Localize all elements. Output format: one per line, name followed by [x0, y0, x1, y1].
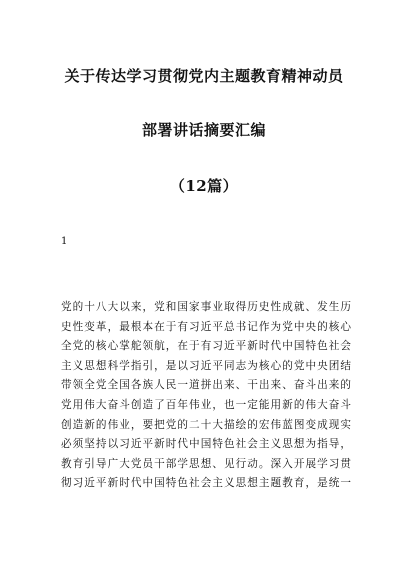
paragraph-line: 带领全党全国各族人民一道拼出来、干出来、奋斗出来的	[61, 379, 351, 392]
section-number: 1	[61, 236, 68, 247]
paragraph-line: 创造新的伟业，要把党的二十大描绘的宏伟蓝图变成现实	[61, 418, 351, 431]
document-title-line-1: 关于传达学习贯彻党内主题教育精神动员	[64, 67, 344, 85]
paragraph-line: 主义思想科学指引，是以习近平同志为核心的党中央团结	[61, 359, 351, 372]
paragraph-line: 全党的核心掌舵领航，在于有习近平新时代中国特色社会	[61, 340, 351, 353]
paragraph-line: 史性变革，最根本在于有习近平总书记作为党中央的核心	[61, 320, 351, 333]
paragraph-line: 教育引导广大党员干部学思想、见行动。深入开展学习贯	[61, 457, 351, 470]
paragraph-line: 必须坚持以习近平新时代中国特色社会主义思想为指导，	[61, 438, 351, 451]
body-paragraph	[61, 298, 351, 494]
document-count: （12篇）	[169, 177, 239, 195]
paragraph-line: 党的十八大以来，党和国家事业取得历史性成就、发生历	[61, 301, 351, 313]
paragraph-line: 彻习近平新时代中国特色社会主义思想主题教育，是统一	[61, 477, 351, 490]
document-title-line-2: 部署讲话摘要汇编	[141, 121, 266, 139]
paragraph-line: 党用伟大奋斗创造了百年伟业，也一定能用新的伟大奋斗	[61, 398, 351, 411]
